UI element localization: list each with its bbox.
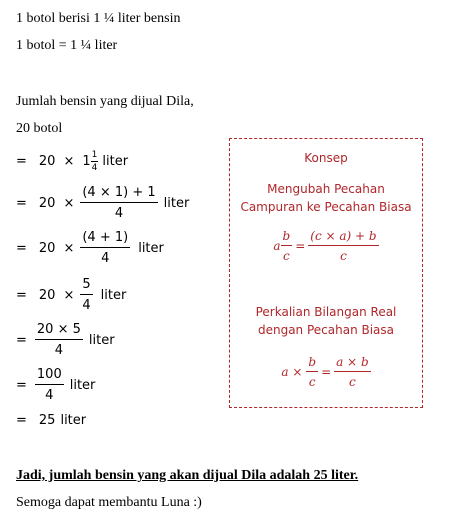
unit-liter: liter <box>163 195 190 211</box>
formula-denominator: c <box>283 249 290 263</box>
bottle-count: 20 botol <box>16 121 63 136</box>
times-sign: × <box>63 287 75 303</box>
step-1 <box>16 149 128 173</box>
fraction-denominator: 4 <box>54 343 64 358</box>
times-sign: × <box>63 195 75 211</box>
fraction <box>35 322 83 358</box>
formula-result-fraction <box>308 229 378 263</box>
step-7 <box>16 410 86 430</box>
fraction <box>80 185 157 221</box>
formula-result-numerator: a × b <box>334 355 371 372</box>
fraction-numerator: (4 + 1) <box>80 230 130 248</box>
step-2-factor: 20 <box>38 195 56 211</box>
formula-result-denominator: c <box>340 249 347 263</box>
formula-denominator: c <box>308 375 316 389</box>
equals-sign: = <box>16 412 27 428</box>
step-3 <box>16 226 164 270</box>
fraction-denominator: 4 <box>82 298 91 313</box>
fraction-denominator: 4 <box>101 251 110 266</box>
fraction-denominator: 4 <box>114 206 124 221</box>
equals-sign: = <box>16 240 27 256</box>
equals-sign: = <box>16 195 27 211</box>
step-1-factor: 20 <box>38 153 56 169</box>
fraction-denominator: 4 <box>91 162 98 173</box>
formula-lhs: a × <box>281 365 303 379</box>
fraction-numerator: 100 <box>35 367 64 385</box>
fraction <box>35 367 64 403</box>
concept-section-1-line-1: Mengubah Pecahan <box>267 182 385 196</box>
fraction-numerator: 5 <box>80 277 92 295</box>
mixed-fraction <box>91 150 99 173</box>
result-value: 25 <box>38 412 56 428</box>
intro-line-1: 1 botol berisi 1 ¼ liter bensin <box>16 11 181 26</box>
concept-section-2-line-1: Perkalian Bilangan Real <box>255 305 397 319</box>
equals-sign: = <box>16 287 27 303</box>
equals-sign: = <box>16 377 27 393</box>
formula-result-fraction <box>334 355 371 389</box>
real-times-fraction-formula <box>229 352 423 392</box>
mixed-to-improper-formula <box>229 226 423 266</box>
fraction-numerator: (4 × 1) + 1 <box>80 185 157 203</box>
intro-line-2: 1 botol = 1 ¼ liter <box>16 38 118 53</box>
sold-heading: Jumlah bensin yang dijual Dila, <box>16 94 194 109</box>
formula-fraction <box>306 355 318 389</box>
formula-numerator: b <box>281 229 293 246</box>
conclusion: Jadi, jumlah bensin yang akan dijual Dila adalah 25 liter. <box>16 468 359 483</box>
step-2 <box>16 181 189 225</box>
concept-title: Konsep <box>304 151 348 165</box>
equals-sign: = <box>16 153 27 169</box>
times-sign: × <box>63 240 75 256</box>
closing-note: Semoga dapat membantu Luna :) <box>16 495 202 510</box>
unit-liter: liter <box>69 377 96 393</box>
formula-result-numerator: (c × a) + b <box>308 229 378 246</box>
step-5 <box>16 318 115 362</box>
times-sign: × <box>63 153 75 169</box>
formula-fraction <box>281 229 293 263</box>
fraction-numerator: 1 <box>91 149 98 160</box>
unit-liter: liter <box>102 153 129 169</box>
fraction <box>80 230 130 266</box>
equals-sign: = <box>16 332 27 348</box>
concept-section-2-line-2: dengan Pecahan Biasa <box>257 323 395 337</box>
unit-liter: liter <box>88 332 115 348</box>
fraction-denominator: 4 <box>45 388 54 403</box>
formula-whole: a <box>273 239 281 253</box>
unit-liter: liter <box>138 240 164 256</box>
step-3-factor: 20 <box>38 240 56 256</box>
formula-equals: = <box>295 239 306 253</box>
fraction <box>80 277 92 313</box>
step-4-factor: 20 <box>38 287 56 303</box>
formula-equals: = <box>321 365 332 379</box>
step-4 <box>16 273 126 317</box>
unit-liter: liter <box>60 412 87 428</box>
mixed-whole: 1 <box>82 153 91 169</box>
concept-section-1-line-2: Campuran ke Pecahan Biasa <box>240 200 412 214</box>
step-6 <box>16 363 95 407</box>
formula-result-denominator: c <box>349 375 356 389</box>
fraction-numerator: 20 × 5 <box>35 322 83 340</box>
formula-numerator: b <box>306 355 318 372</box>
unit-liter: liter <box>100 287 127 303</box>
